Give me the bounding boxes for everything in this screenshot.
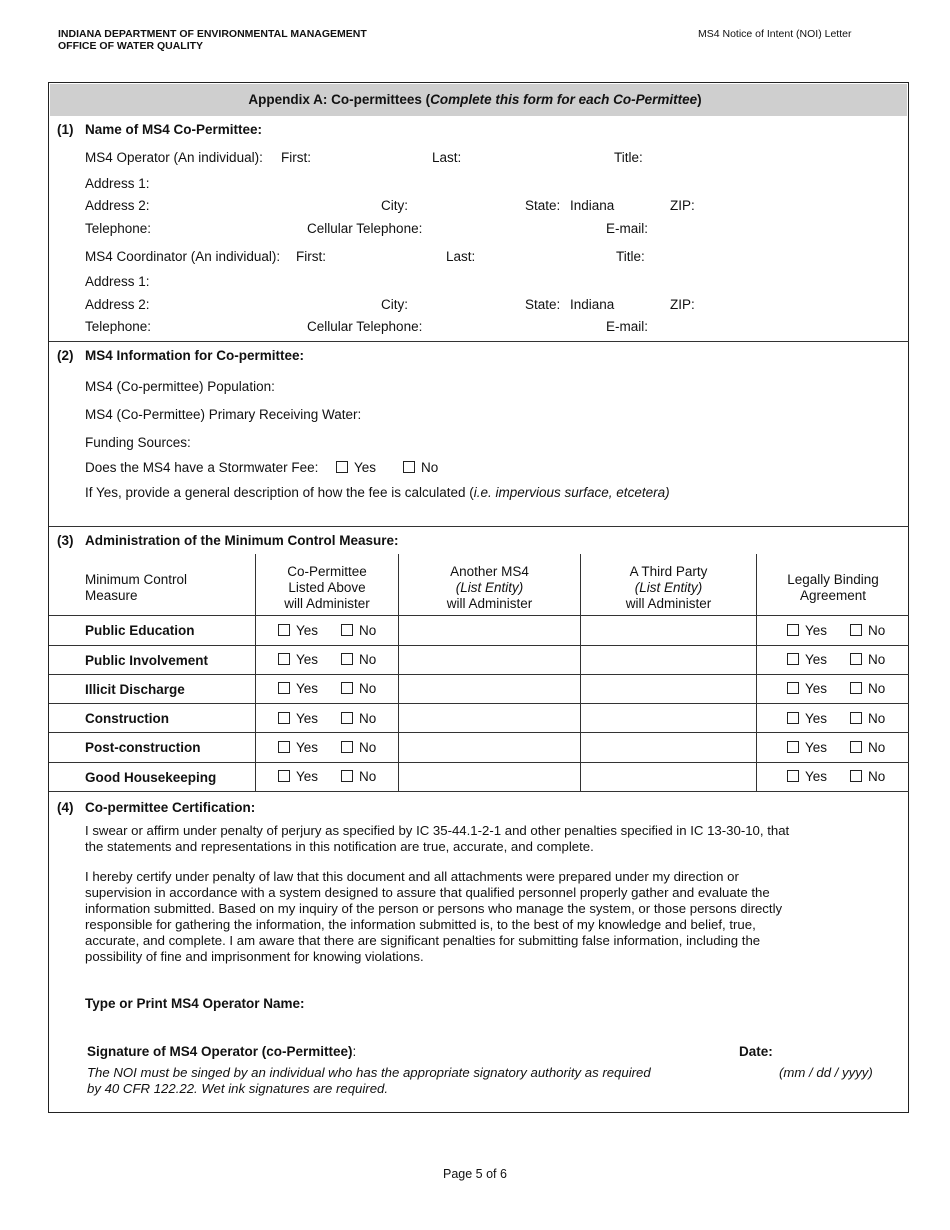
construction-agreement-no[interactable]: No — [850, 711, 885, 726]
receiving-water-field[interactable]: MS4 (Co-Permittee) Primary Receiving Water: — [85, 407, 362, 422]
construction-agreement-yes[interactable]: Yes — [787, 711, 827, 726]
perjury-statement: I swear or affirm under penalty of perjury as specified by IC 35-44.1-2-1 and other penalties specified in IC 13-30-10, that the statements and representations in this notification are true, accurate, and complete. — [85, 823, 790, 854]
header-legally-binding-agreement: Legally Binding Agreement — [787, 572, 879, 603]
illicit-discharge-administer-no[interactable]: No — [341, 681, 376, 696]
checkbox-icon — [850, 682, 862, 694]
checkbox-icon — [341, 682, 353, 694]
table-row-divider — [49, 762, 909, 763]
coordinator-last-field[interactable]: Last: — [446, 249, 476, 264]
post-construction-administer-yes[interactable]: Yes — [278, 740, 318, 755]
public-education-administer-yes[interactable]: Yes — [278, 623, 318, 638]
table-row-divider — [49, 703, 909, 704]
operator-label: MS4 Operator (An individual): — [85, 150, 263, 165]
operator-city-field[interactable]: City: — [381, 198, 408, 213]
funding-sources-field[interactable]: Funding Sources: — [85, 435, 191, 450]
row-label-illicit-discharge: Illicit Discharge — [85, 682, 185, 697]
good-housekeeping-agreement-no[interactable]: No — [850, 769, 885, 784]
public-education-administer-no[interactable]: No — [341, 623, 376, 638]
coordinator-label: MS4 Coordinator (An individual): — [85, 249, 281, 264]
checkbox-icon — [787, 741, 799, 753]
public-education-agreement-yes[interactable]: Yes — [787, 623, 827, 638]
public-involvement-administer-no[interactable]: No — [341, 652, 376, 667]
coordinator-city-field[interactable]: City: — [381, 297, 408, 312]
coordinator-state-value: Indiana — [570, 297, 615, 312]
coordinator-email-field[interactable]: E-mail: — [606, 319, 649, 334]
checkbox-icon — [278, 770, 290, 782]
divider-section3 — [49, 526, 909, 527]
section4-heading: Co-permittee Certification: — [85, 800, 256, 815]
checkbox-icon — [278, 624, 290, 636]
post-construction-agreement-yes[interactable]: Yes — [787, 740, 827, 755]
checkbox-icon — [850, 653, 862, 665]
public-education-agreement-no[interactable]: No — [850, 623, 885, 638]
operator-last-field[interactable]: Last: — [432, 150, 462, 165]
page-number: Page 5 of 6 — [443, 1167, 507, 1181]
stormwater-fee-yes-checkbox[interactable]: Yes — [336, 460, 376, 475]
operator-name-field[interactable]: Type or Print MS4 Operator Name: — [85, 996, 305, 1011]
row-label-post-construction: Post-construction — [85, 740, 201, 755]
illicit-discharge-agreement-no[interactable]: No — [850, 681, 885, 696]
checkbox-icon — [341, 712, 353, 724]
divider-section2 — [49, 341, 909, 342]
operator-state-label: State: — [525, 198, 561, 213]
section2-heading: MS4 Information for Co-permittee: — [85, 348, 305, 363]
stormwater-fee-no-checkbox[interactable]: No — [403, 460, 438, 475]
appendix-title: Appendix A: Co-permittees (Complete this form for each Co-Permittee) — [248, 92, 702, 107]
table-row-divider — [49, 732, 909, 733]
post-construction-administer-no[interactable]: No — [341, 740, 376, 755]
checkbox-icon — [787, 653, 799, 665]
header-third-party: A Third Party (List Entity) will Administer — [625, 564, 712, 611]
construction-administer-yes[interactable]: Yes — [278, 711, 318, 726]
section3-heading: Administration of the Minimum Control Measure: — [85, 533, 399, 548]
row-label-public-involvement: Public Involvement — [85, 653, 209, 668]
checkbox-icon — [787, 712, 799, 724]
section3-number: (3) — [57, 533, 74, 548]
checkbox-icon — [850, 741, 862, 753]
agency-line2: OFFICE OF WATER QUALITY — [58, 40, 204, 52]
construction-administer-no[interactable]: No — [341, 711, 376, 726]
section1-number: (1) — [57, 122, 74, 137]
illicit-discharge-agreement-yes[interactable]: Yes — [787, 681, 827, 696]
checkbox-icon — [336, 461, 348, 473]
agency-line1: INDIANA DEPARTMENT OF ENVIRONMENTAL MANAGEMENT — [58, 28, 367, 40]
section2-number: (2) — [57, 348, 74, 363]
operator-address2-field[interactable]: Address 2: — [85, 198, 150, 213]
operator-title-field[interactable]: Title: — [614, 150, 643, 165]
checkbox-icon — [787, 770, 799, 782]
checkbox-icon — [850, 624, 862, 636]
coordinator-telephone-field[interactable]: Telephone: — [85, 319, 152, 334]
coordinator-address2-field[interactable]: Address 2: — [85, 297, 150, 312]
operator-cellular-field[interactable]: Cellular Telephone: — [307, 221, 423, 236]
table-row-divider — [49, 645, 909, 646]
public-involvement-agreement-no[interactable]: No — [850, 652, 885, 667]
table-row-divider — [49, 674, 909, 675]
checkbox-icon — [341, 624, 353, 636]
row-label-construction: Construction — [85, 711, 169, 726]
population-field[interactable]: MS4 (Co-permittee) Population: — [85, 379, 275, 394]
coordinator-zip-field[interactable]: ZIP: — [670, 297, 695, 312]
operator-email-field[interactable]: E-mail: — [606, 221, 649, 236]
table-row-divider — [49, 615, 909, 616]
coordinator-title-field[interactable]: Title: — [616, 249, 645, 264]
good-housekeeping-administer-no[interactable]: No — [341, 769, 376, 784]
form-name: MS4 Notice of Intent (NOI) Letter — [698, 28, 852, 40]
header-another-ms4: Another MS4 (List Entity) will Administer — [446, 564, 533, 611]
illicit-discharge-administer-yes[interactable]: Yes — [278, 681, 318, 696]
signature-note: The NOI must be singed by an individual who has the appropriate signatory authority as required by 40 CFR 122.22. Wet ink signatures are required. — [87, 1065, 651, 1096]
checkbox-icon — [278, 653, 290, 665]
operator-telephone-field[interactable]: Telephone: — [85, 221, 152, 236]
fee-description-field[interactable]: If Yes, provide a general description of how the fee is calculated (i.e. impervious surface, etcetera) — [85, 485, 670, 500]
checkbox-icon — [403, 461, 415, 473]
post-construction-agreement-no[interactable]: No — [850, 740, 885, 755]
coordinator-state-label: State: — [525, 297, 561, 312]
operator-state-value: Indiana — [570, 198, 615, 213]
good-housekeeping-agreement-yes[interactable]: Yes — [787, 769, 827, 784]
operator-first-field[interactable]: First: — [281, 150, 311, 165]
divider-section4 — [49, 791, 909, 792]
operator-address1-field[interactable]: Address 1: — [85, 176, 150, 191]
row-label-public-education: Public Education — [85, 623, 195, 638]
checkbox-icon — [341, 741, 353, 753]
stormwater-fee-question: Does the MS4 have a Stormwater Fee: — [85, 460, 319, 475]
good-housekeeping-administer-yes[interactable]: Yes — [278, 769, 318, 784]
checkbox-icon — [850, 712, 862, 724]
checkbox-icon — [278, 741, 290, 753]
section1-heading: Name of MS4 Co-Permittee: — [85, 122, 263, 137]
checkbox-icon — [787, 624, 799, 636]
public-involvement-administer-yes[interactable]: Yes — [278, 652, 318, 667]
public-involvement-agreement-yes[interactable]: Yes — [787, 652, 827, 667]
agency-name — [58, 28, 367, 52]
checkbox-icon — [278, 682, 290, 694]
checkbox-icon — [341, 770, 353, 782]
header-co-permittee-administer: Co-Permittee Listed Above will Administer — [284, 564, 370, 611]
section4-number: (4) — [57, 800, 74, 815]
operator-zip-field[interactable]: ZIP: — [670, 198, 695, 213]
header-minimum-control-measure: Minimum Control Measure — [85, 572, 188, 603]
certification-statement: I hereby certify under penalty of law that this document and all attachments were prepared under my direction or supervision in accordance with a system designed to assure that qualified personnel properly gather and evaluate the information submitted. Based on my inquiry of the person or persons who manage the system, or those persons directly responsible for gathering the information, the information submitted is, to the best of my knowledge and belief, true, accurate, and complete. I am aware that there are significant penalties for submitting false information, including the possibility of fine and imprisonment for knowing violations. — [85, 869, 783, 964]
coordinator-first-field[interactable]: First: — [296, 249, 326, 264]
checkbox-icon — [787, 682, 799, 694]
row-label-good-housekeeping: Good Housekeeping — [85, 770, 217, 785]
date-format-hint: (mm / dd / yyyy) — [779, 1065, 873, 1080]
checkbox-icon — [278, 712, 290, 724]
checkbox-icon — [341, 653, 353, 665]
coordinator-cellular-field[interactable]: Cellular Telephone: — [307, 319, 423, 334]
checkbox-icon — [850, 770, 862, 782]
date-field[interactable]: Date: — [739, 1044, 773, 1059]
signature-field[interactable]: Signature of MS4 Operator (co-Permittee): — [87, 1044, 357, 1059]
coordinator-address1-field[interactable]: Address 1: — [85, 274, 150, 289]
